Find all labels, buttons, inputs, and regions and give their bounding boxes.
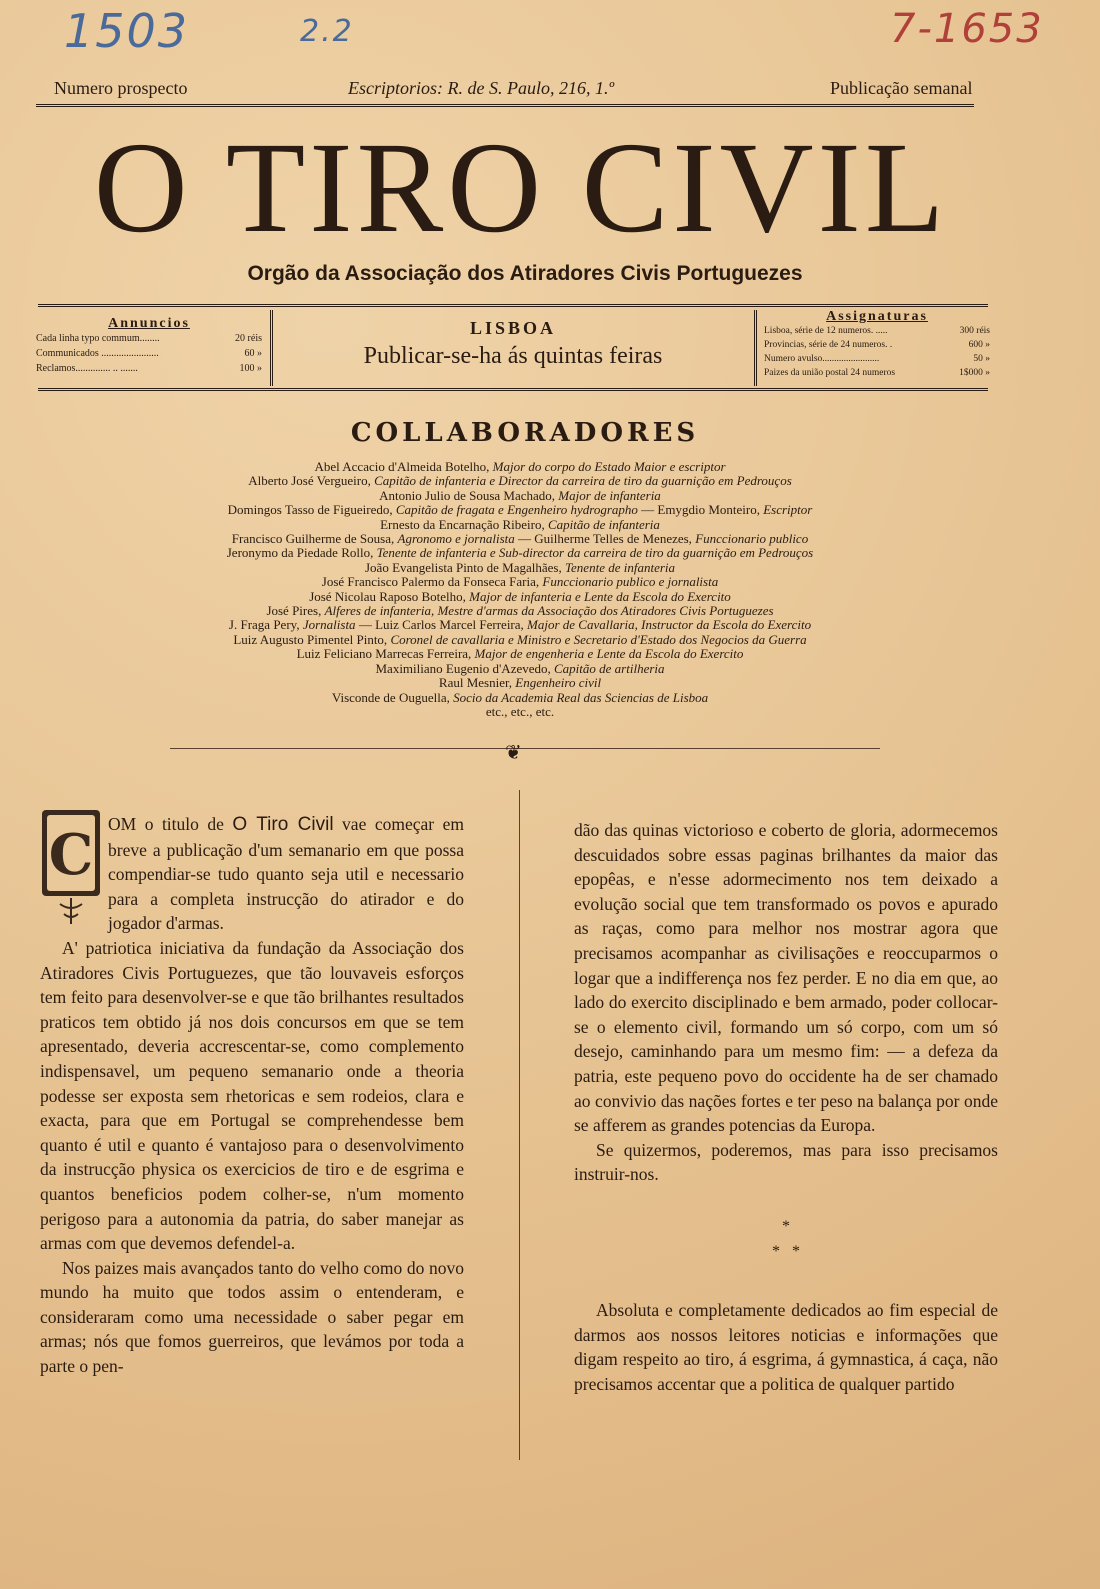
collaborator-role: Agronomo e jornalista — [397, 531, 515, 547]
assignaturas-row — [764, 366, 990, 380]
collaborator-role: Capitão de artilheria — [554, 660, 665, 676]
lead-opening: OM o titulo de — [108, 814, 233, 834]
collaborator-line — [40, 691, 1000, 705]
collaborator-name: — Emygdio Monteiro, — [637, 502, 760, 518]
collaborator-line — [40, 546, 1000, 560]
collaborator-name: J. Fraga Pery, — [228, 617, 300, 633]
annuncios-row — [36, 331, 262, 346]
lead-title: O Tiro Civil — [232, 814, 334, 835]
collaborator-role: Major do corpo do Estado Maior e escriptor — [492, 459, 726, 474]
collaborator-line — [40, 503, 1000, 517]
collaborator-role: Socio da Academia Real das Sciencias de Lisboa — [453, 689, 709, 705]
collaborator-line — [40, 561, 1000, 575]
annuncios-label: Communicados ....................... — [36, 348, 159, 359]
header-right: Publicação semanal — [830, 78, 973, 98]
collaboradores-heading: COLLABORADORES — [350, 418, 700, 448]
box-bottom-rule — [38, 388, 988, 391]
collaborator-role: Capitão de infanteria — [547, 516, 660, 532]
assignaturas-value: 50 » — [973, 354, 990, 364]
collaborator-name: Jeronymo da Piedade Rollo, — [226, 545, 374, 561]
publication-notice: Publicar-se-ha ás quintas feiras — [363, 343, 663, 369]
section-stars-top: * — [782, 1217, 790, 1235]
assignaturas-value: 300 réis — [959, 326, 990, 336]
lead-text: vae começar em breve a publicação d'um semanario em que possa compendiar-se tudo quanto seja util e necessario para a completa instrucção do atirador e do jogador d'armas. — [108, 814, 464, 934]
section-stars-bottom: * * — [772, 1242, 800, 1260]
collaborator-line — [40, 647, 1000, 661]
annuncios-row — [36, 346, 262, 361]
collaborator-name: — Luiz Carlos Marcel Ferreira, — [355, 617, 524, 633]
collaborator-role: Capitão de infanteria e Director da carreira de tiro da guarnição em Pedrouços — [374, 473, 792, 489]
city-name: LISBOA — [469, 318, 557, 338]
assignaturas-row — [764, 324, 990, 338]
collaborator-role: Major de infanteria — [558, 487, 661, 503]
annuncios-box — [36, 316, 262, 376]
collaborator-role: Tenente de infanteria e Sub-director da carreira de tiro da guarnição em Pedrouços — [376, 545, 814, 561]
collaborator-line — [40, 662, 1000, 676]
collaborator-name: José Francisco Palermo da Fonseca Faria, — [321, 574, 540, 590]
collaborator-name: Luiz Feliciano Marrecas Ferreira, — [296, 646, 472, 662]
collaborator-line — [40, 532, 1000, 546]
header-left: Numero prospecto — [54, 78, 188, 98]
collaborator-name: Domingos Tasso de Figueiredo, — [227, 502, 393, 518]
collaborator-role: Escriptor — [763, 502, 813, 518]
article-paragraph: Absoluta e completamente dedicados ao fim especial de darmos aos nossos leitores noticias e informações que digam respeito ao tiro, á esgrima, á gymnastica, á caça, não precisamos accentar que a politica de qualquer partido — [574, 1300, 998, 1394]
collaborator-role: Capitão de fragata e Engenheiro hydrographo — [395, 502, 638, 518]
collaborator-line — [40, 575, 1000, 589]
assignaturas-label: Numero avulso........................ — [764, 354, 880, 364]
collaborator-name: Maximiliano Eugenio d'Azevedo, — [375, 660, 551, 676]
masthead-subtitle: Orgão da Associação dos Atiradores Civis Portuguezes — [247, 262, 803, 285]
annuncios-value: 20 réis — [235, 333, 262, 344]
collaborator-line — [40, 604, 1000, 618]
collaborator-name: etc., etc., etc. — [485, 703, 555, 719]
collaborator-role: Engenheiro civil — [515, 675, 602, 691]
collaborator-name: — Guilherme Telles de Menezes, — [514, 531, 692, 547]
assignaturas-value: 600 » — [968, 340, 990, 350]
assignaturas-value: 1$000 » — [959, 368, 990, 378]
collaborator-role: Major de engenheria e Lente da Escola do Exercito — [474, 646, 744, 662]
handwritten-mark-middle: 2.2 — [300, 14, 354, 49]
collaborator-line — [40, 633, 1000, 647]
ornamental-rule — [170, 748, 880, 749]
handwritten-number-right: 7-1653 — [890, 6, 1044, 52]
collaborator-role: Funccionario publico — [695, 531, 809, 547]
article-paragraph: Se quizermos, poderemos, mas para isso precisamos instruir-nos. — [574, 1139, 998, 1185]
collaborator-name: Luiz Augusto Pimentel Pinto, — [233, 631, 388, 647]
collaborator-name: João Evangelista Pinto de Magalhães, — [364, 559, 562, 575]
center-box — [276, 318, 750, 370]
column-divider — [519, 790, 520, 1460]
collaborator-role: Coronel de cavallaria e Ministro e Secretario d'Estado dos Negocios da Guerra — [390, 631, 807, 647]
collaborator-role: Major de Cavallaria, Instructor da Escola do Exercito — [527, 617, 812, 633]
assignaturas-label: Paizes da união postal 24 numeros — [764, 368, 896, 378]
collaborator-line — [40, 705, 1000, 719]
collaborator-role: Major de infanteria e Lente da Escola do Exercito — [469, 588, 731, 604]
collaborator-name: Alberto José Vergueiro, — [248, 473, 371, 489]
annuncios-value: 60 » — [244, 348, 262, 359]
collaborator-line — [40, 618, 1000, 632]
dropcap-letter: C — [48, 822, 94, 888]
dropcap-ornament-icon — [40, 808, 102, 926]
article-paragraph: dão das quinas victorioso e coberto de gloria, adormecemos descuidados sobre essas paginas brilhantes da maior das epopêas, e n'esse adormecimento nos tem deixado a evolução social que tem transformado os povos e apurado as raças, como para melhor nos mostrar agora que precisamos acompanhar as civilisações e reoccuparmos o logar que a indifferença nos fez perder. E no dia em que, ao lado do exercito disciplinado e bem armado, poder collocar-se o elemento civil, formando um só corpo, com um só desejo, caminhando para um mesmo fim: — a defeza da patria, este pequeno povo do occidente ha de ser chamado ao convivio das nações fortes e ter peso na balança por onde se afferem as grandes potencias da Europa. — [574, 820, 998, 1136]
collaborator-line — [40, 489, 1000, 503]
annuncios-row — [36, 361, 262, 376]
annuncios-label: Reclamos.............. .. ....... — [36, 363, 138, 374]
article-right-column — [574, 818, 998, 1396]
article-left-column — [40, 812, 464, 1379]
box-divider-left — [270, 310, 273, 386]
ornament-icon: ❦ — [505, 740, 522, 764]
article-lead-paragraph — [40, 812, 464, 936]
box-top-rule — [38, 304, 988, 307]
collaborator-line — [40, 590, 1000, 604]
box-divider-right — [754, 310, 757, 386]
collaborator-line — [40, 474, 1000, 488]
collaborator-name: Ernesto da Encarnação Ribeiro, — [380, 516, 545, 532]
annuncios-heading: Annuncios — [108, 316, 190, 331]
collaborator-role: Tenente de infanteria — [565, 559, 676, 575]
collaborator-line — [40, 460, 1000, 474]
handwritten-number-left: 1503 — [64, 4, 190, 58]
collaboradores-list — [40, 460, 1000, 719]
article-paragraph: Nos paizes mais avançados tanto do velho como do novo mundo ha muito que todos assim o entenderam, e consideraram como uma necessidade o saber pegar em armas; nós que fomos guerreiros, que levámos por toda a parte o pen- — [40, 1257, 464, 1377]
collaborator-role: Alferes de infanteria, Mestre d'armas da Associação dos Atiradores Civis Portuguezes — [324, 603, 774, 619]
collaborator-line — [40, 518, 1000, 532]
collaborator-name: José Pires, — [266, 603, 322, 619]
collaborator-role: Funccionario publico e jornalista — [542, 574, 719, 590]
annuncios-value: 100 » — [239, 363, 262, 374]
collaborator-name: José Nicolau Raposo Botelho, — [309, 588, 466, 604]
masthead-title: O TIRO CIVIL — [93, 116, 949, 260]
collaborator-name: Raul Mesnier, — [438, 675, 513, 691]
collaborator-name: Abel Accacio d'Almeida Botelho, — [314, 459, 490, 474]
assignaturas-label: Provincias, série de 24 numeros. . — [764, 340, 893, 350]
collaborator-name: Visconde de Ouguella, — [331, 689, 450, 705]
collaborator-name: Francisco Guilherme de Sousa, — [231, 531, 395, 547]
assignaturas-box — [764, 310, 990, 380]
assignaturas-row — [764, 338, 990, 352]
assignaturas-row — [764, 352, 990, 366]
assignaturas-label: Lisboa, série de 12 numeros. ..... — [764, 326, 888, 336]
collaborator-role: Jornalista — [302, 617, 356, 633]
collaborator-name: Antonio Julio de Sousa Machado, — [379, 487, 556, 503]
assignaturas-heading: Assignaturas — [826, 309, 928, 324]
annuncios-label: Cada linha typo commum........ — [36, 333, 160, 344]
header-center: Escriptorios: R. de S. Paulo, 216, 1.º — [348, 78, 615, 98]
header-rule — [36, 104, 974, 107]
article-paragraph: A' patriotica iniciativa da fundação da Associação dos Atiradores Civis Portuguezes, que tão louvaveis esforços tem feito para desenvolver-se e que tão brilhantes resultados praticos tem obtido já nos dois concursos em que se tem apresentado, deveria accrescentar-se, como complemento indispensavel, um pequeno semanario onde a theoria podesse ser exposta sem rhetoricas e sem rodeios, clara e exacta, para que em Portugal se comprehendesse bem quanto é util e quanto é vantajoso para o desenvolvimento da instrucção physica os exercicios de tiro e de esgrima e quantos beneficios podem colher-se, n'um momento perigoso para a autonomia da patria, do saber manejar as armas com que devemos defendel-a. — [40, 937, 464, 1254]
collaborator-line — [40, 676, 1000, 690]
